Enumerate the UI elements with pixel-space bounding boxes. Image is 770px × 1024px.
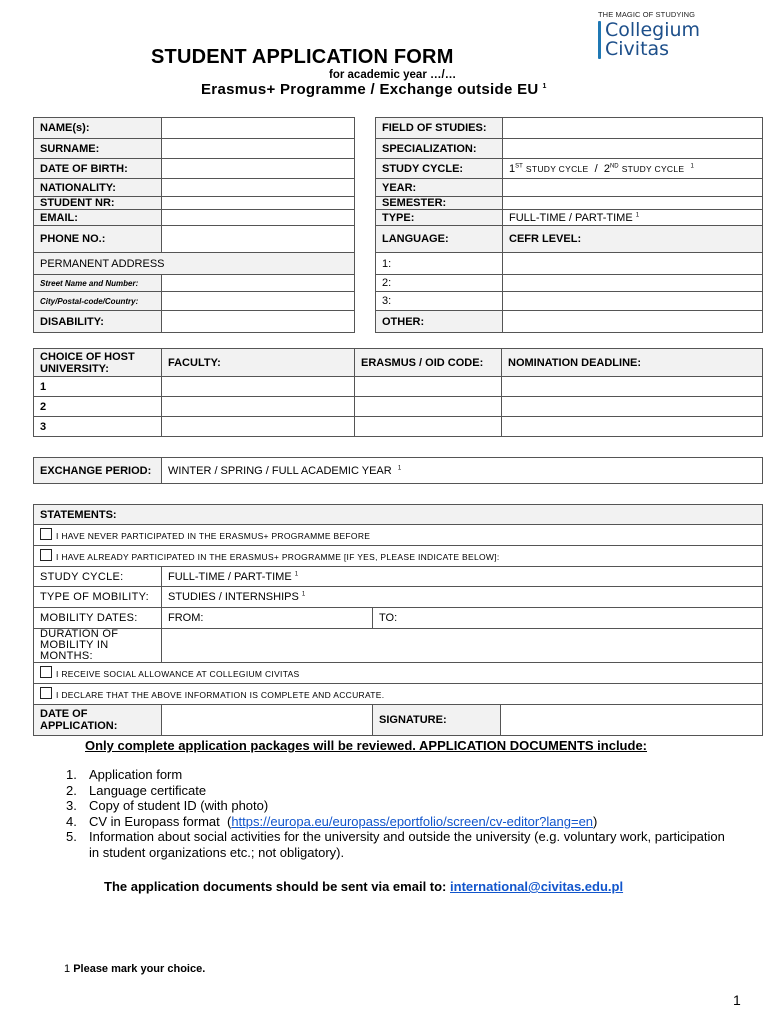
list-item: 5. Information about social activities for the university and outside the university (e.g. voluntary work, participation in student organizations etc.; not obligatory). <box>66 829 725 860</box>
programme-title: Erasmus+ Programme / Exchange outside EU $^1$ <box>201 81 547 98</box>
study-cycle-label: STUDY CYCLE: <box>376 159 503 179</box>
statement-declare[interactable]: I DECLARE THAT THE ABOVE INFORMATION IS COMPLETE AND ACCURATE. <box>34 684 763 705</box>
duration-label: DURATION OF MOBILITY IN MONTHS: <box>34 629 162 663</box>
documents-list <box>66 767 726 861</box>
field-of-studies-field[interactable] <box>503 118 763 139</box>
exchange-period-options[interactable]: WINTER / SPRING / FULL ACADEMIC YEAR $^1$ <box>162 458 763 484</box>
year-field[interactable] <box>503 179 763 197</box>
past-study-cycle-label: STUDY CYCLE: <box>34 567 162 587</box>
email-link[interactable]: international@civitas.edu.pl <box>450 879 624 894</box>
nationality-label: NATIONALITY: <box>34 179 162 197</box>
statements-header: STATEMENTS: <box>34 505 763 525</box>
checkbox[interactable] <box>40 687 52 699</box>
permanent-address-label: PERMANENT ADDRESS <box>34 253 355 275</box>
page-number: 1 <box>733 992 741 1008</box>
field-of-studies-label: FIELD OF STUDIES: <box>376 118 503 139</box>
dob-field[interactable] <box>162 159 355 179</box>
deadline-label: NOMINATION DEADLINE: <box>502 349 763 377</box>
cefr-1-field[interactable] <box>503 253 763 275</box>
logo-tagline: THE MAGIC OF STUDYING <box>598 10 696 19</box>
language-1-label: 1: <box>376 253 503 275</box>
type-options[interactable]: FULL-TIME / PART-TIME $^1$ <box>503 210 763 226</box>
form-title: STUDENT APPLICATION FORM <box>151 46 454 68</box>
specialization-field[interactable] <box>503 139 763 159</box>
mobility-dates-label: MOBILITY DATES: <box>34 608 162 629</box>
checkbox[interactable] <box>40 528 52 540</box>
cefr-2-field[interactable] <box>503 275 763 292</box>
email-label: EMAIL: <box>34 210 162 226</box>
exchange-period-table <box>33 457 763 484</box>
language-label: LANGUAGE: <box>376 226 503 253</box>
disability-label: DISABILITY: <box>34 311 162 333</box>
list-item: 1. Application form <box>66 767 183 782</box>
cefr-3-field[interactable] <box>503 292 763 311</box>
street-field[interactable] <box>162 275 355 292</box>
signature-label: SIGNATURE: <box>373 705 501 736</box>
dob-label: DATE OF BIRTH: <box>34 159 162 179</box>
city-field[interactable] <box>162 292 355 311</box>
list-item: 3. Copy of student ID (with photo) <box>66 798 269 814</box>
statement-never[interactable]: I HAVE NEVER PARTICIPATED IN THE ERASMUS+ PROGRAMME BEFORE <box>34 525 763 546</box>
signature-field[interactable] <box>501 705 763 736</box>
host-code-field[interactable] <box>355 397 502 417</box>
host-university-table <box>33 348 763 437</box>
year-label: YEAR: <box>376 179 503 197</box>
email-field[interactable] <box>162 210 355 226</box>
semester-field[interactable] <box>503 197 763 210</box>
checkbox[interactable] <box>40 666 52 678</box>
faculty-label: FACULTY: <box>162 349 355 377</box>
documents-heading: Only complete application packages will be reviewed. APPLICATION DOCUMENTS include: <box>85 738 648 753</box>
host-faculty-field[interactable] <box>162 417 355 437</box>
collegium-civitas-logo <box>598 10 718 59</box>
exchange-period-label: EXCHANGE PERIOD: <box>34 458 162 484</box>
disability-field[interactable] <box>162 311 355 333</box>
statement-already[interactable]: I HAVE ALREADY PARTICIPATED IN THE ERASMUS+ PROGRAMME [IF YES, PLEASE INDICATE BELOW]: <box>34 546 763 567</box>
duration-field[interactable] <box>162 629 763 663</box>
logo-line-2: Civitas <box>605 38 670 60</box>
mobility-type-label: TYPE OF MOBILITY: <box>34 587 162 608</box>
host-row-number: 2 <box>34 397 162 417</box>
phone-label: PHONE NO.: <box>34 226 162 253</box>
host-faculty-field[interactable] <box>162 397 355 417</box>
send-instructions: The application documents should be sent via email to: international@civitas.edu.pl <box>104 879 624 894</box>
name-label: NAME(s): <box>34 118 162 139</box>
surname-label: SURNAME: <box>34 139 162 159</box>
nationality-field[interactable] <box>162 179 355 197</box>
host-row-number: 1 <box>34 377 162 397</box>
checkbox[interactable] <box>40 549 52 561</box>
student-nr-label: STUDENT NR: <box>34 197 162 210</box>
past-study-cycle-options[interactable]: FULL-TIME / PART-TIME $^1$ <box>162 567 763 587</box>
student-nr-field[interactable] <box>162 197 355 210</box>
statement-allowance[interactable]: I RECEIVE SOCIAL ALLOWANCE AT COLLEGIUM CIVITAS <box>34 663 763 684</box>
list-item: 4. CV in Europass format (https://europa.eu/europass/eportfolio/screen/cv-editor?lang=en) <box>66 813 598 829</box>
footnote: 1 Please mark your choice. <box>64 963 206 975</box>
host-deadline-field[interactable] <box>502 417 763 437</box>
date-of-application-field[interactable] <box>162 705 373 736</box>
mobility-from-field[interactable]: FROM: <box>162 608 373 629</box>
cefr-label: CEFR LEVEL: <box>503 226 763 253</box>
host-code-field[interactable] <box>355 377 502 397</box>
name-field[interactable] <box>162 118 355 139</box>
language-2-label: 2: <box>376 275 503 292</box>
date-of-application-label: DATE OF APPLICATION: <box>34 705 162 736</box>
choice-host-label: CHOICE OF HOST UNIVERSITY: <box>34 349 162 377</box>
host-row-number: 3 <box>34 417 162 437</box>
other-field[interactable] <box>503 311 763 333</box>
personal-data-table <box>33 117 763 333</box>
semester-label: SEMESTER: <box>376 197 503 210</box>
phone-field[interactable] <box>162 226 355 253</box>
specialization-label: SPECIALIZATION: <box>376 139 503 159</box>
mobility-type-options[interactable]: STUDIES / INTERNSHIPS $^1$ <box>162 587 763 608</box>
mobility-to-field[interactable]: TO: <box>373 608 763 629</box>
logo-line-1: Collegium <box>605 19 701 41</box>
europass-link[interactable]: https://europa.eu/europass/eportfolio/screen/cv-editor?lang=en <box>231 813 594 829</box>
host-faculty-field[interactable] <box>162 377 355 397</box>
oid-code-label: ERASMUS / OID CODE: <box>355 349 502 377</box>
host-deadline-field[interactable] <box>502 397 763 417</box>
surname-field[interactable] <box>162 139 355 159</box>
statements-table <box>33 504 763 736</box>
host-code-field[interactable] <box>355 417 502 437</box>
study-cycle-options[interactable]: 1ST STUDY CYCLE / 2ND STUDY CYCLE $^1$ <box>503 159 763 179</box>
type-label: TYPE: <box>376 210 503 226</box>
language-3-label: 3: <box>376 292 503 311</box>
city-label: City/Postal-code/Country: <box>34 292 162 311</box>
host-deadline-field[interactable] <box>502 377 763 397</box>
logo-accent-bar <box>598 21 601 59</box>
other-label: OTHER: <box>376 311 503 333</box>
list-item: 2. Language certificate <box>66 782 207 798</box>
street-label: Street Name and Number: <box>34 275 162 292</box>
academic-year: for academic year …/… <box>329 69 457 81</box>
